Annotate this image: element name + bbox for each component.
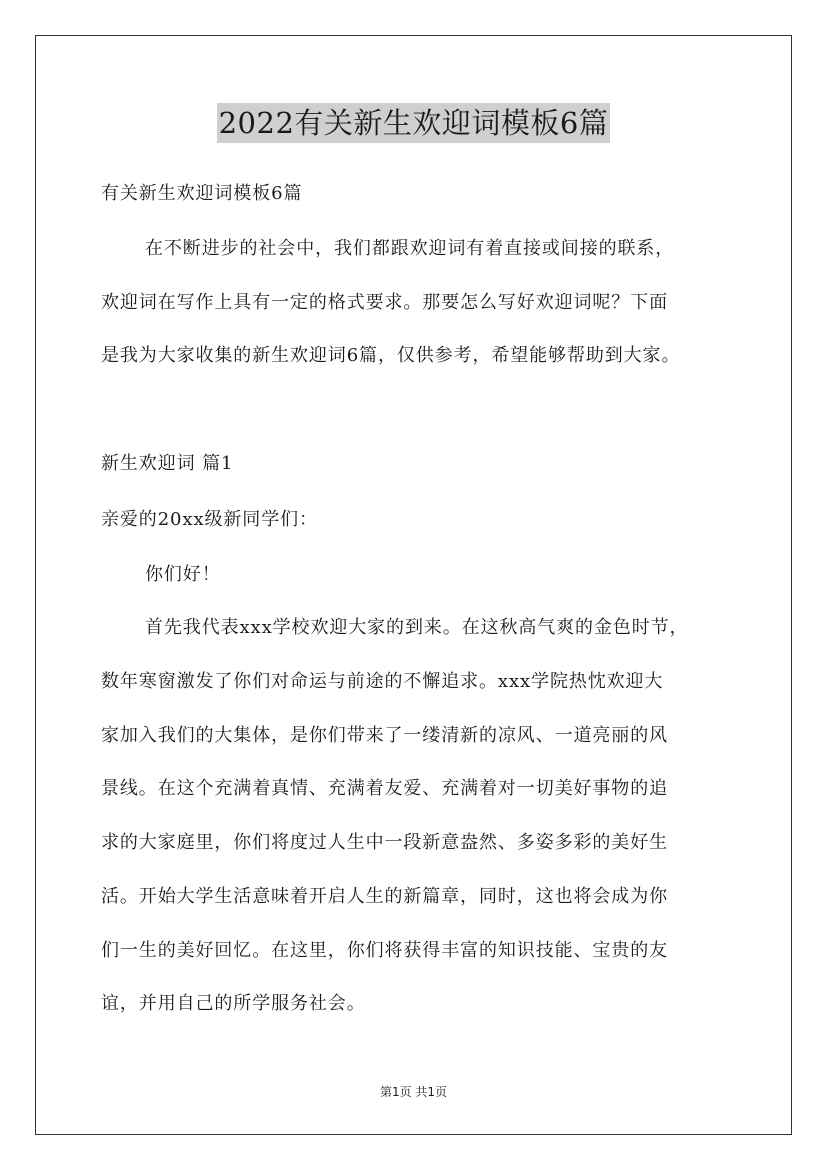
body-line-6: 活。开始大学生活意味着开启人生的新篇章，同时，这也将会成为你 [101,886,668,907]
subtitle-line: 有关新生欢迎词模板6篇 [101,183,303,204]
body-line-7: 们一生的美好回忆。在这里，你们将获得丰富的知识技能、宝贵的友 [101,940,668,961]
intro-line-3: 是我为大家收集的新生欢迎词6篇，仅供参考，希望能够帮助到大家。 [101,345,681,366]
body-line-2: 数年寒窗激发了你们对命运与前途的不懈追求。xxx学院热忱欢迎大 [101,671,664,692]
body-line-3: 家加入我们的大集体，是你们带来了一缕清新的凉风、一道亮丽的风 [101,725,668,746]
greeting-line: 你们好！ [145,564,221,585]
salutation-line: 亲爱的20xx级新同学们： [101,509,318,530]
document-title: 2022有关新生欢迎词模板6篇 [217,103,611,143]
page-footer: 第1页 共1页 [379,1085,448,1099]
title-container [0,103,827,143]
body-line-1: 首先我代表xxx学校欢迎大家的到来。在这秋高气爽的金色时节， [145,617,689,638]
body-line-4: 景线。在这个充满着真情、充满着友爱、充满着对一切美好事物的追 [101,778,668,799]
body-line-8: 谊，并用自己的所学服务社会。 [101,993,366,1014]
section-heading: 新生欢迎词 篇1 [101,453,234,474]
body-line-5: 求的大家庭里，你们将度过人生中一段新意盎然、多姿多彩的美好生 [101,832,668,853]
intro-line-2: 欢迎词在写作上具有一定的格式要求。那要怎么写好欢迎词呢？下面 [101,292,668,313]
intro-line-1: 在不断进步的社会中，我们都跟欢迎词有着直接或间接的联系， [145,238,675,259]
